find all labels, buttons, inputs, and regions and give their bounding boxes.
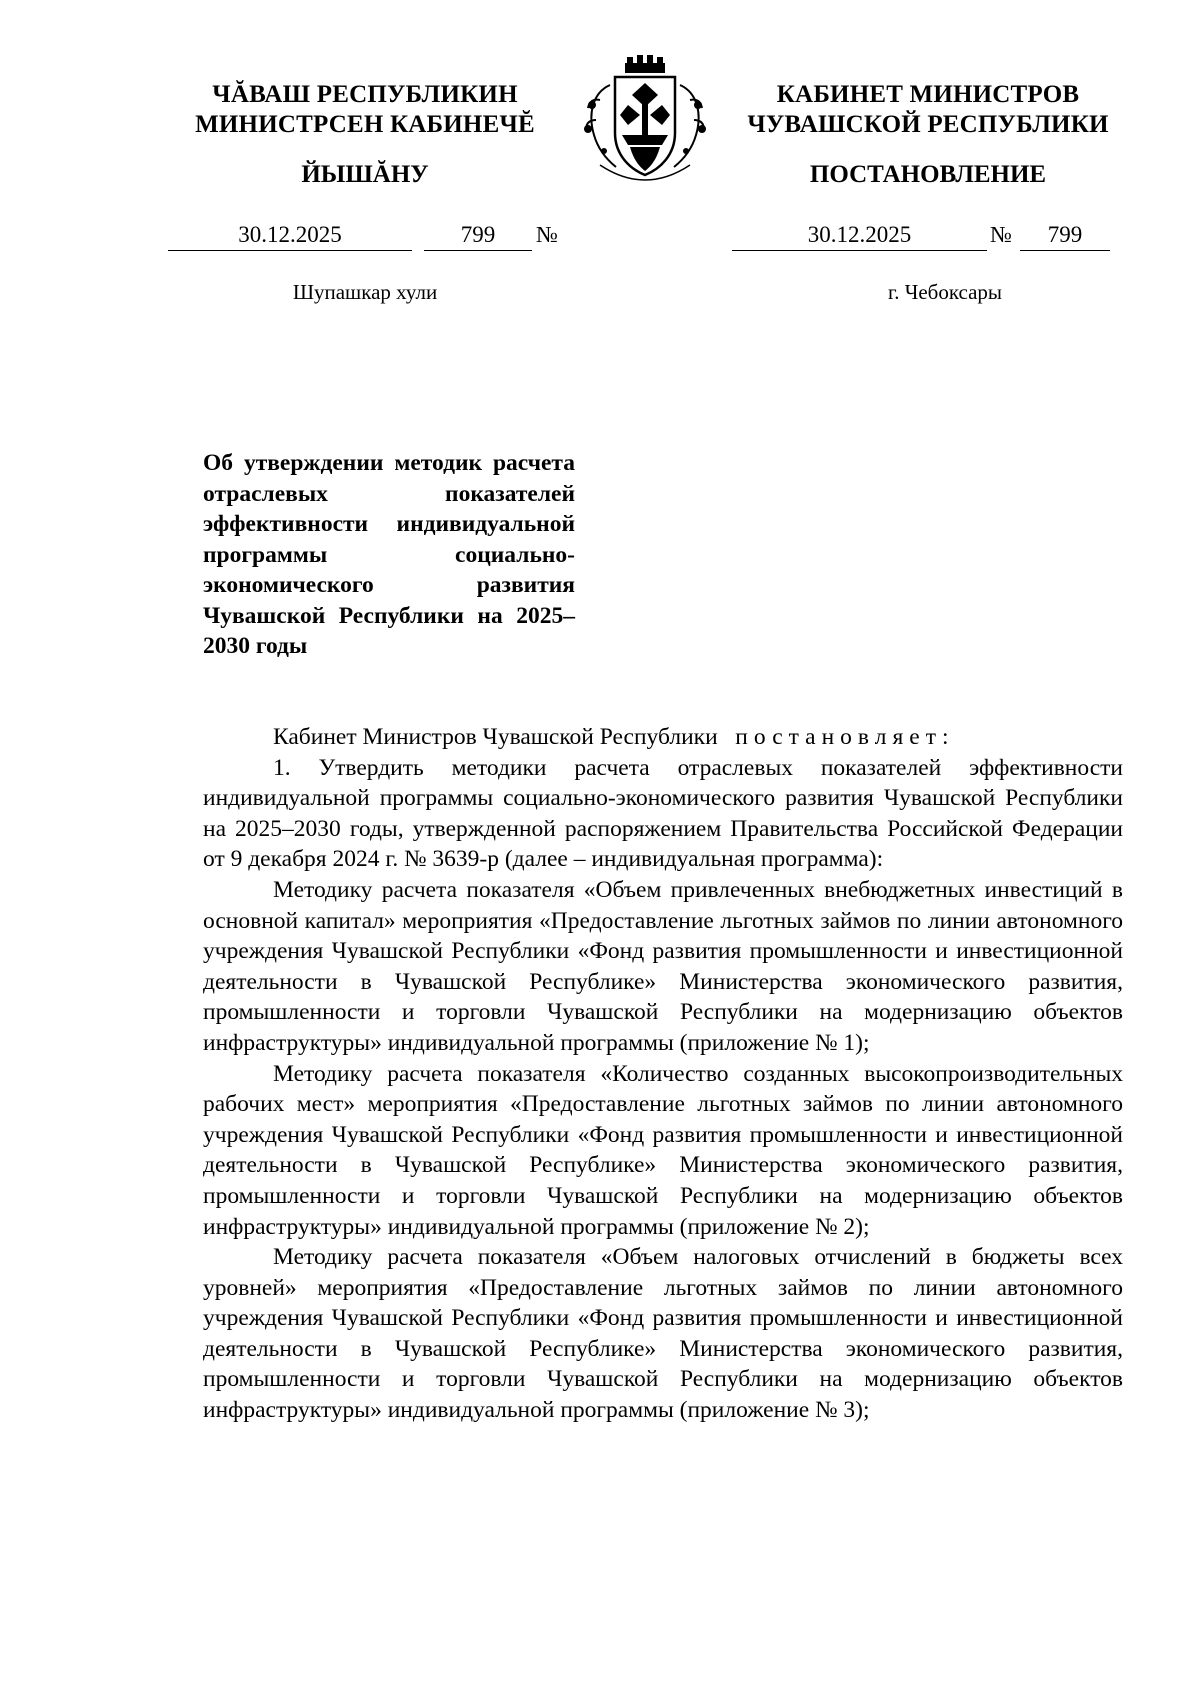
body-paragraph: Методику расчета показателя «Объем привлеченных внебюджетных инвестиций в основной капитал» мероприятия «Предоставление льготных займов по линии автономного учреждения Чувашской Республики «Фонд развития промышленности и инвестиционной деятельности в Чувашской Республике» Министерства экономического развития, промышленности и торговли Чувашской Республики на модернизацию объектов инфраструктуры» индивидуальной программы (приложение № 1); — [203, 876, 1123, 1056]
left-doc-type: ЙЫШĂНУ — [301, 161, 429, 188]
intro-prefix: Кабинет Министров Чувашской Республики — [273, 724, 718, 750]
left-date-field: 30.12.2025 — [168, 220, 412, 251]
right-number-sign: № — [990, 222, 1012, 247]
right-org-name — [728, 80, 1128, 140]
body-paragraph: Методику расчета показателя «Количество созданных высокопроизводительных рабочих мест» мероприятия «Предоставление льготных займов по линии автономного учреждения Чувашской Республики «Фонд развития промышленности и инвестиционной деятельности в Чувашской Республике» Министерства экономического развития, промышленности и торговли Чувашской Республики на модернизацию объектов инфраструктуры» индивидуальной программы (приложение № 2); — [203, 1060, 1123, 1240]
left-city: Шупашкар хули — [292, 280, 438, 304]
right-number-field: 799 — [1020, 220, 1110, 251]
right-org-line2: ЧУВАШСКОЙ РЕСПУБЛИКИ — [747, 111, 1109, 138]
intro-paragraph — [203, 722, 1123, 753]
left-number-sign: № — [536, 222, 558, 247]
document-body — [203, 722, 1123, 1426]
body-paragraph: Методику расчета показателя «Объем налоговых отчислений в бюджеты всех уровней» мероприятия «Предоставление льготных займов по линии автономного учреждения Чувашской Республики «Фонд развития промышленности и инвестиционной деятельности в Чувашской Республике» Министерства экономического развития, промышленности и торговли Чувашской Республики на модернизацию объектов инфраструктуры» индивидуальной программы (приложение № 3); — [203, 1244, 1123, 1424]
left-org-name — [165, 80, 565, 140]
right-org-line1: КАБИНЕТ МИНИСТРОВ — [776, 81, 1080, 108]
document-subject: Об утверждении методик расчета отраслевых показателей эффективности индивидуальной программы социально-экономического развития Чувашской Республики на 2025–2030 годы — [203, 450, 575, 659]
left-org-line2: МИНИСТРСЕН КАБИНЕЧĔ — [195, 111, 535, 138]
right-doc-type: ПОСТАНОВЛЕНИЕ — [809, 161, 1047, 188]
body-paragraph: 1. Утвердить методики расчета отраслевых показателей эффективности индивидуальной программы социально-экономического развития Чувашской Республики на 2025–2030 годы, утвержденной распоряжением Правительства Российской Федерации от 9 декабря 2024 г. № 3639-р (далее – индивидуальная программа): — [203, 754, 1123, 873]
left-number-field: 799 — [424, 220, 532, 251]
right-date-field: 30.12.2025 — [732, 220, 987, 251]
left-org-line1: ЧĂВАШ РЕСПУБЛИКИН — [212, 81, 518, 108]
right-city: г. Чебоксары — [887, 280, 1003, 304]
chuvash-coat-of-arms-icon — [570, 55, 720, 185]
intro-verb: постановляет: — [735, 724, 955, 750]
